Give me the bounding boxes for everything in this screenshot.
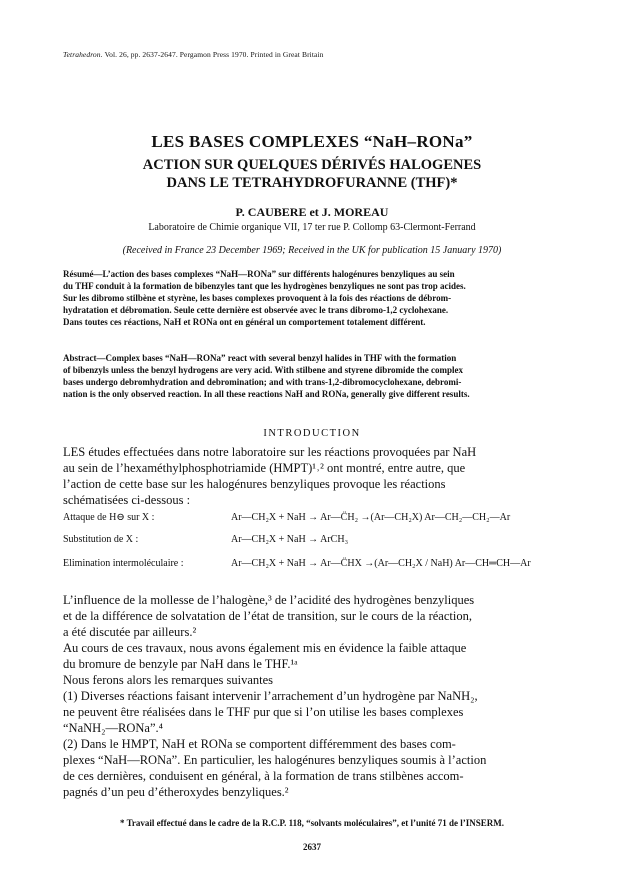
journal-citation	[63, 50, 324, 59]
body-line: Nous ferons alors les remarques suivantes	[63, 673, 274, 687]
body-paragraphs	[63, 592, 575, 800]
body-line: l’action de cette base sur les halogénures benzyliques provoque les réactions	[63, 477, 446, 491]
body-line: du bromure de benzyle par NaH dans le THF.¹ᵃ	[63, 657, 298, 671]
body-line: ne peuvent être réalisées dans le THF pur que si l’on utilise les bases complexes	[63, 705, 464, 719]
resume-line: Sur les dibromo stilbène et styrène, les bases complexes provoquent à la fois des réactions de débrom-	[63, 293, 452, 303]
body-line: “NaNH₂—RONa”.⁴	[63, 721, 164, 735]
abstract-paragraph	[63, 352, 575, 400]
scheme-equation: Ar—CH₂X + NaH → Ar—C̈H₂ →(Ar—CH₂X) Ar—CH₂—CH₂—Ar	[231, 512, 511, 523]
body-line: LES études effectuées dans notre laboratoire sur les réactions provoquées par NaH	[63, 445, 477, 459]
body-line: au sein de l’hexaméthylphosphotriamide (HMPT)¹˒² ont montré, entre autre, que	[63, 461, 466, 475]
paper-title: LES BASES COMPLEXES “NaH–RONa”	[151, 132, 473, 151]
resume-line: Dans toutes ces réactions, NaH et RONa ont en général un comportement totalement différent.	[63, 317, 426, 327]
resume-line: du THF conduit à la formation de bibenzyles tant que les hydrogènes benzyliques ne sont pas trop acides.	[63, 281, 466, 291]
paper-subtitle-line-2: DANS LE TETRAHYDROFURANNE (THF)*	[166, 175, 458, 191]
abstract-line: nation is the only observed reaction. In all these reactions NaH and RONa, generally give different results.	[63, 389, 470, 399]
body-line: a été discutée par ailleurs.²	[63, 625, 197, 639]
journal-details: Vol. 26, pp. 2637-2647. Pergamon Press 1970. Printed in Great Britain	[104, 50, 324, 59]
body-line: et de la différence de solvatation de l’état de transition, sur le cours de la réaction,	[63, 609, 472, 623]
body-line: L’influence de la mollesse de l’halogène,³ de l’acidité des hydrogènes benzyliques	[63, 593, 475, 607]
body-line: Au cours de ces travaux, nous avons également mis en évidence la faible attaque	[63, 641, 467, 655]
paper-subtitle-line-1: ACTION SUR QUELQUES DÉRIVÉS HALOGENES	[142, 157, 482, 173]
journal-name: Tetrahedron.	[63, 50, 103, 59]
abstract-line: Abstract—Complex bases “NaH—RONa” react with several benzyl halides in THF with the formation	[63, 353, 457, 363]
footnote: * Travail effectué dans le cadre de la R.C.P. 118, “solvants moléculaires”, et l’unité 71 de l’INSERM.	[120, 818, 504, 828]
reaction-scheme	[63, 512, 583, 582]
scheme-label: Substitution de X :	[63, 534, 139, 545]
received-dates: (Received in France 23 December 1969; Received in the UK for publication 15 January 1970)	[122, 245, 502, 256]
body-line: (1) Diverses réactions faisant intervenir l’arrachement d’un hydrogène par NaNH₂,	[63, 689, 478, 703]
resume-line: hydratation et débromation. Seule cette dernière est observée avec le trans dibromo-1,2 cyclohexane.	[63, 305, 449, 315]
scheme-label: Elimination intermoléculaire :	[63, 558, 184, 569]
body-line: de ces dernières, conduisent en général, à la formation de trans stilbènes accom-	[63, 769, 464, 783]
affiliation: Laboratoire de Chimie organique VII, 17 ter rue P. Collomp 63-Clermont-Ferrand	[148, 222, 476, 233]
resume-line: Résumé—L’action des bases complexes “NaH—RONa” sur différents halogénures benzyliques au sein	[63, 269, 455, 279]
authors: P. CAUBERE et J. MOREAU	[235, 205, 389, 219]
scheme-equation: Ar—CH₂X + NaH → Ar—C̈HX →(Ar—CH₂X / NaH) Ar—CH═CH—Ar	[231, 558, 531, 569]
resume-paragraph	[63, 268, 575, 328]
abstract-line: bases undergo debromhydration and debromination; and with trans-1,2-dibromocyclohexane, debromi-	[63, 377, 462, 387]
body-line: (2) Dans le HMPT, NaH et RONa se comportent différemment des bases com-	[63, 737, 456, 751]
body-line: pagnés d’un peu d’étheroxydes benzyliques.²	[63, 785, 289, 799]
abstract-line: of bibenzyls unless the benzyl hydrogens are very acid. With stilbene and styrene dibromide the complex	[63, 365, 464, 375]
intro-paragraph	[63, 444, 575, 508]
scheme-label: Attaque de H⊖ sur X :	[63, 512, 155, 523]
page-number: 2637	[303, 842, 321, 852]
body-line: schématisées ci-dessous :	[63, 493, 191, 507]
body-line: plexes “NaH—RONa”. En particulier, les halogénures benzyliques soumis à l’action	[63, 753, 487, 767]
scheme-equation: Ar—CH₂X + NaH → ArCH₃	[231, 534, 349, 545]
section-heading-introduction: INTRODUCTION	[263, 428, 361, 439]
